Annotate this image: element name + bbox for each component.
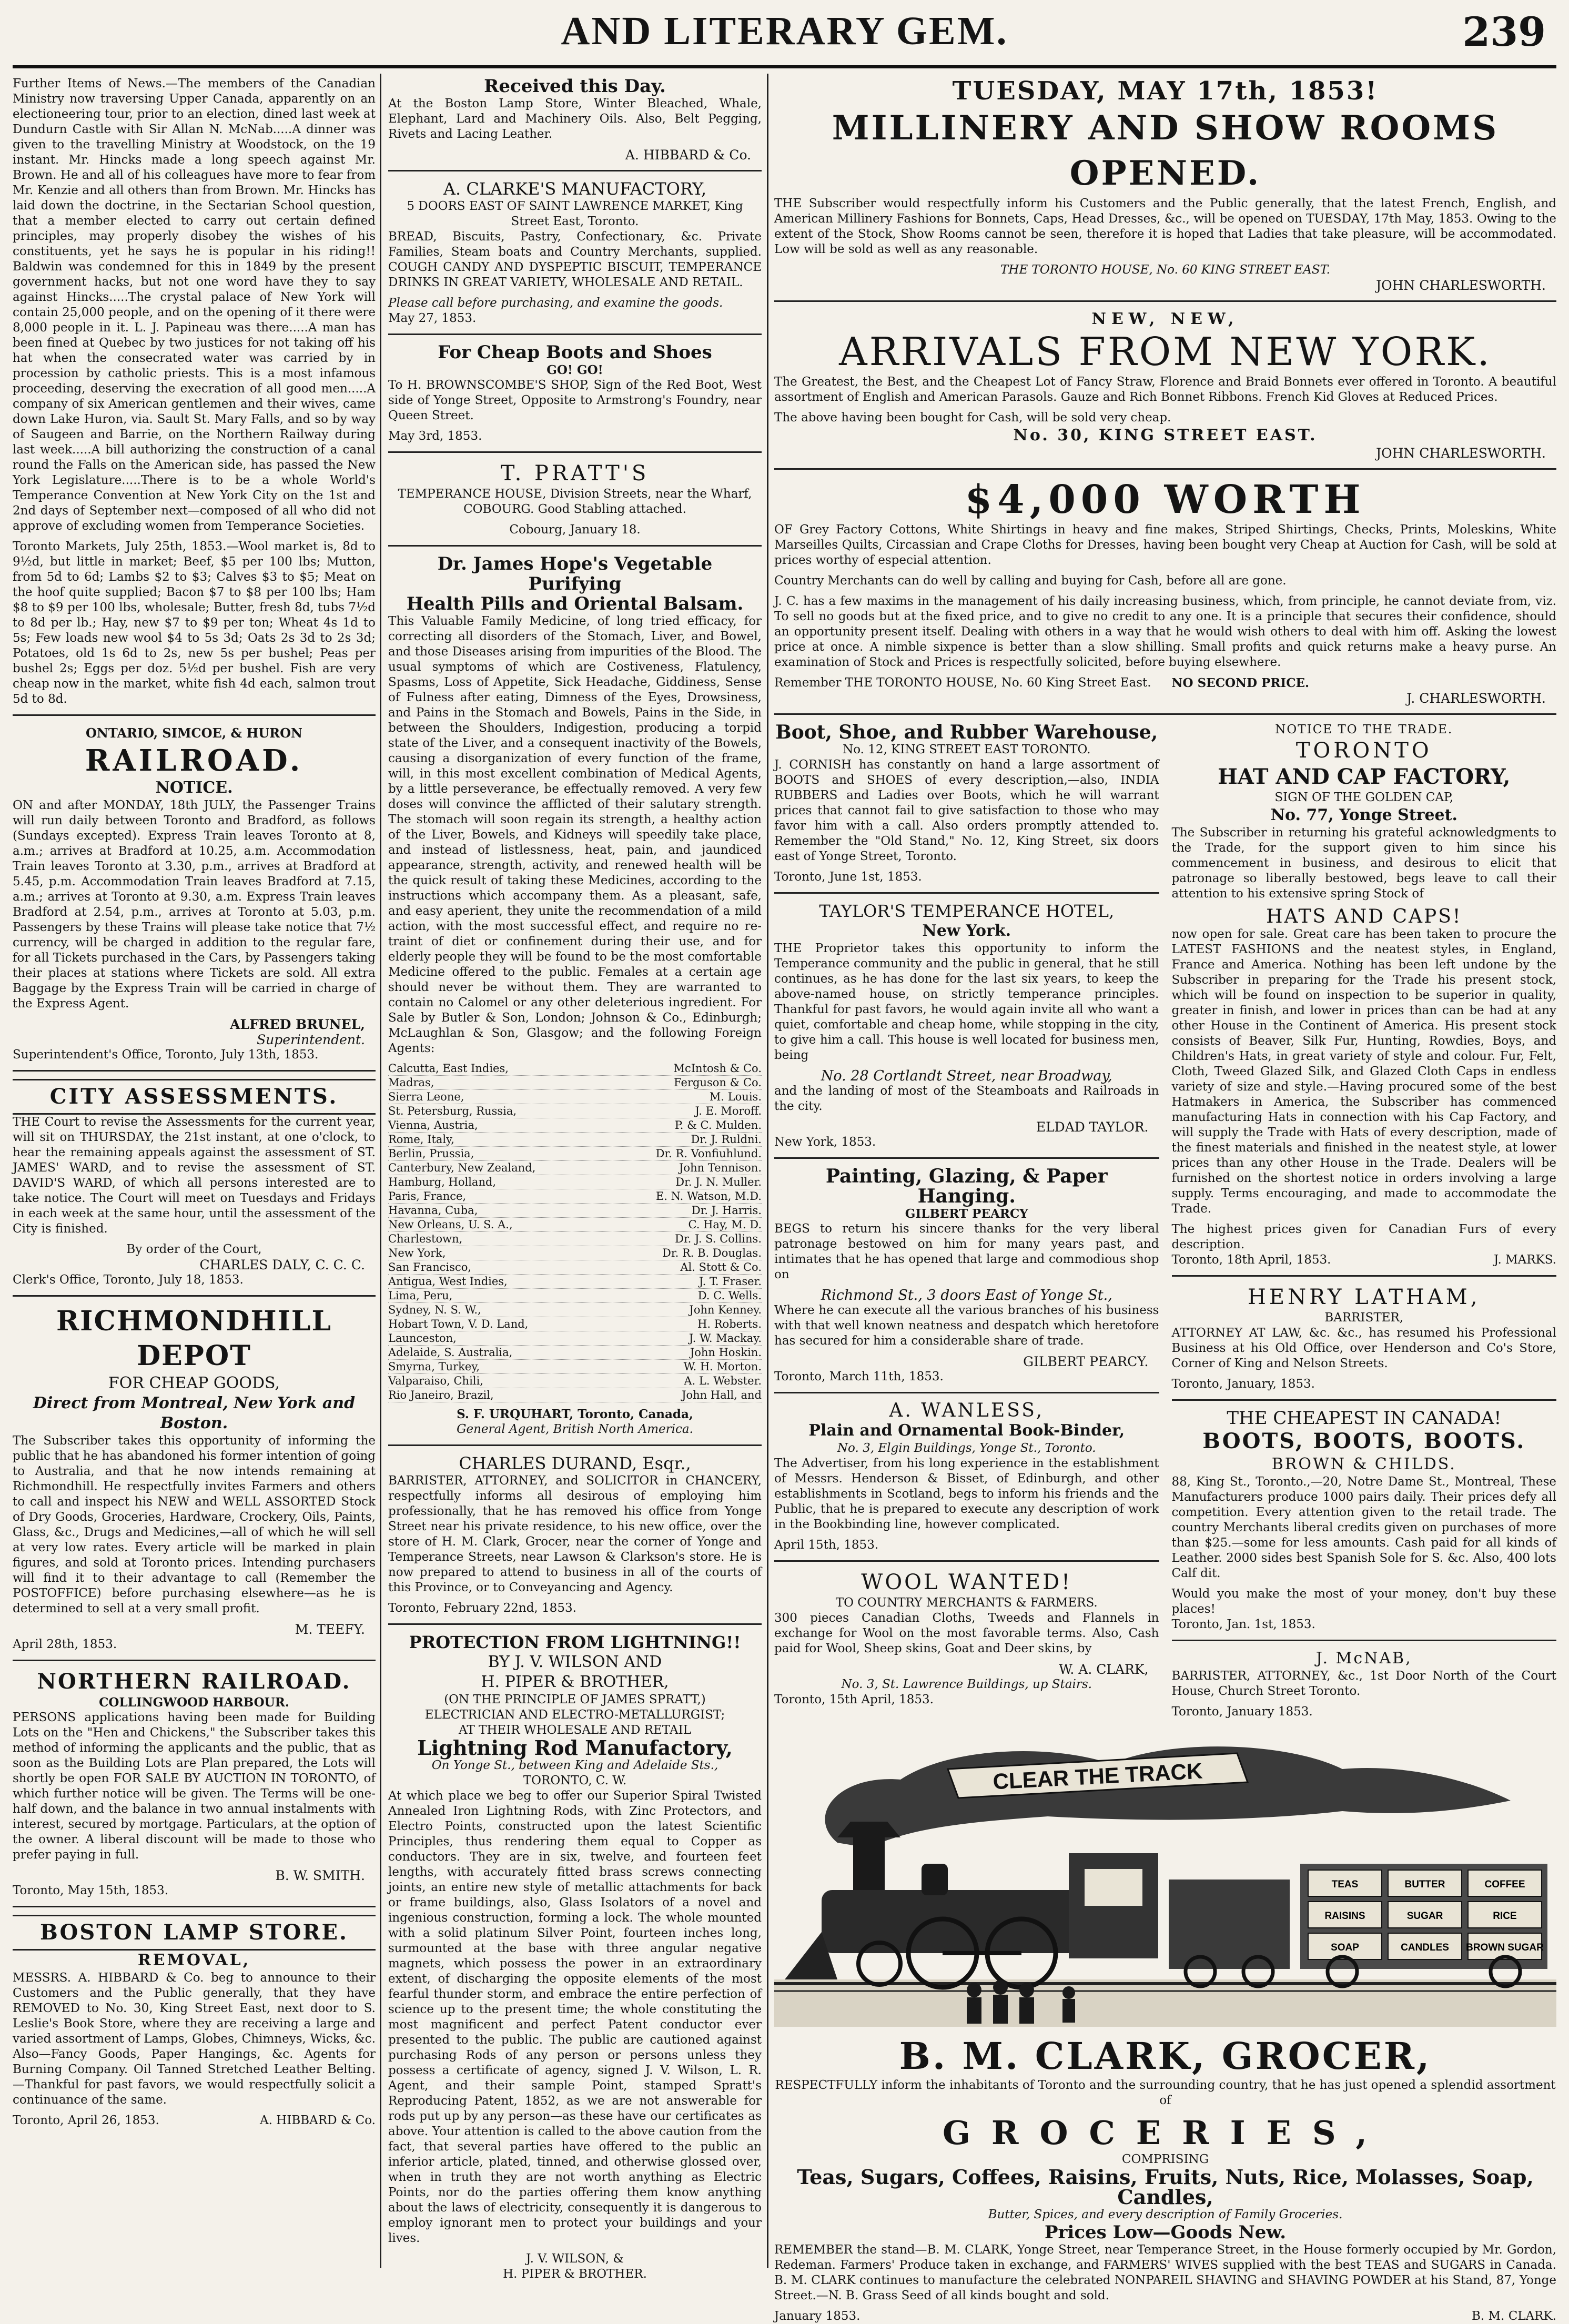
durand-date: Toronto, February 22nd, 1853. xyxy=(388,1601,576,1615)
hope-signature-2: General Agent, British North America. xyxy=(457,1422,693,1436)
agent-row xyxy=(388,1204,762,1218)
taylor-signature: ELDAD TAYLOR. xyxy=(1036,1119,1149,1135)
taylor-sub: New York. xyxy=(922,922,1011,940)
paint-body: BEGS to return his sincere thanks for the very liberal patronage bestowed on him for many years past, and intimates that he has opened that large and commodious shop on xyxy=(774,1222,1159,1281)
railroad-office: Superintendent's Office, Toronto, July 13th, 1853. xyxy=(13,1048,319,1062)
pratt-date: Cobourg, January 18. xyxy=(509,523,641,537)
paint-body-2: Where he can execute all the various branches of his business with that well known neatness and despatch which heretofore has secured for him a considerable share of trade. xyxy=(774,1304,1159,1348)
paint-address: Richmond St., 3 doors East of Yonge St., xyxy=(821,1287,1112,1304)
crate-label: RAISINS xyxy=(1324,1911,1365,1922)
agent-row xyxy=(388,1118,762,1133)
wanless-sub: Plain and Ornamental Book-Binder, xyxy=(808,1421,1125,1440)
agent-place: New York, xyxy=(388,1247,446,1259)
boot-address: No. 12, KING STREET EAST TORONTO. xyxy=(843,743,1091,756)
clark-date: January 1853. xyxy=(774,2309,861,2323)
lightning-location: On Yonge St., between King and Adelaide Sts., xyxy=(431,1759,718,1772)
agent-name: John Hoskin. xyxy=(690,1346,762,1359)
taylor-date: New York, 1853. xyxy=(774,1135,876,1149)
railroad-header: ONTARIO, SIMCOE, & HURON xyxy=(86,725,302,741)
agent-name: J. T. Fraser. xyxy=(699,1275,762,1288)
richmondhill-sub2: Direct from Montreal, New York and Boston. xyxy=(33,1394,356,1432)
agent-row xyxy=(388,1346,762,1360)
agent-place: Launceston, xyxy=(388,1332,457,1345)
clarke-address: 5 DOORS EAST OF SAINT LAWRENCE MARKET, King Street East, Toronto. xyxy=(407,199,743,228)
boots-title: For Cheap Boots and Shoes xyxy=(438,342,712,363)
wool-signature: W. A. CLARK, xyxy=(1059,1662,1149,1677)
agent-row xyxy=(388,1331,762,1346)
divider xyxy=(774,892,1159,894)
col3-split xyxy=(774,722,1556,1725)
richmondhill-body: The Subscriber takes this opportunity of informing the public that he has abandoned his former intention of going to Australia, and that he now intends remaining at Richmondhill. He respectfully invites Farmers and others to call and inspect his NEW and WELL ASSORTED Stock of Dry Goods, Groceries, Hardware, Crockery, Oils, Paints, Glass, &c., Drugs and Medicines,—all of which he will sell at very low rates. Every article will be marked in plain figures, and sold at Toronto prices. Intending purchasers will find it to their advantage to call (Remember the POSTOFFICE) before purchasing elsewhere—as he is determined to sell at a very small profit. xyxy=(13,1434,376,1615)
agent-row xyxy=(388,1388,762,1402)
latham-sub: BARRISTER, xyxy=(1324,1311,1404,1325)
agent-name: E. N. Watson, M.D. xyxy=(655,1190,762,1203)
railroad-body: ON and after MONDAY, 18th JULY, the Passenger Trains will run daily between Toronto and Bradford, as follows (Sundays excepted). Express Train leaves Toronto at 8, a.m.; arrives at Bradford at 10.25, a.m. Accommodation Train leaves Toronto at 3.30, p.m., arrives at Bradford at 5.45, p.m. Accommodation Train leaves Bradford at 7.15, a.m.; arrives at Toronto at 9.30, a.m. Express Train leaves Bradford at 2.54, p.m., arrives at Toronto at 5.03, p.m. Passengers by these Trains will please take notice that 7½ currency, will be charged in addition to the regular fare, for all Tickets purchased in the Cars, by Passengers taking their places at stations where Tickets are sold. All extra Baggage by the Express Train will be carried in charge of the Express Agent. xyxy=(13,799,376,1011)
wanless-date: April 15th, 1853. xyxy=(774,1538,879,1552)
agent-name: Dr. R. B. Douglas. xyxy=(662,1247,762,1259)
crate xyxy=(1388,1870,1462,1896)
agent-row xyxy=(388,1303,762,1317)
agent-row xyxy=(388,1090,762,1104)
col3-left xyxy=(774,722,1159,1725)
crate xyxy=(1388,1933,1462,1959)
clark-items-2: Butter, Spices, and every description of Family Groceries. xyxy=(988,2208,1343,2221)
arrivals-address: No. 30, KING STREET EAST. xyxy=(1013,426,1318,444)
taylor-body: THE Proprietor takes this opportunity to inform the Temperance community and the public in general, that he still continues, as he has done for the last six years, to keep the above-named house, on strictly temperance principles. Thankful for past favors, he would again invite all who want a quiet, comfortable and cheap home, while stopping in the city, to give him a call. This house is well located for business men, being xyxy=(774,942,1159,1062)
divider xyxy=(388,451,762,453)
city-office: Clerk's Office, Toronto, July 18, 1853. xyxy=(13,1273,244,1287)
lightning-at: AT THEIR WHOLESALE AND RETAIL xyxy=(459,1723,691,1737)
richmondhill-date: April 28th, 1853. xyxy=(13,1638,117,1651)
richmondhill-sub: FOR CHEAP GOODS, xyxy=(108,1374,280,1392)
crate xyxy=(1468,1902,1542,1928)
divider xyxy=(13,714,376,716)
divider xyxy=(13,1660,376,1661)
lightning-title: PROTECTION FROM LIGHTNING!! xyxy=(409,1632,741,1652)
agent-name: J. E. Moroff. xyxy=(695,1105,762,1117)
crate-label: BUTTER xyxy=(1404,1879,1445,1890)
boot-body: J. CORNISH has constantly on hand a large assortment of BOOTS and SHOES of every description,—also, INDIA RUBBERS and Ladies over Boots, which he will warrant prices that cannot fail to give satisfaction to those who may favor him with a call. Also orders promptly attended to. Remember the "Old Stand," No. 12, King Street, six doors east of Yonge Street, Toronto. xyxy=(774,758,1159,863)
clarke-body: BREAD, Biscuits, Pastry, Confectionary, &c. Private Families, Steam boats and Country Merchants, supplied. COUGH CANDY AND DYSPEPTIC BISCUIT, TEMPERANCE DRINKS IN GREAT VARIETY, WHOLESALE AND RETAIL. xyxy=(388,230,762,289)
lightning-sub: ELECTRICIAN AND ELECTRO-METALLURGIST; xyxy=(424,1708,725,1722)
agent-name: W. H. Morton. xyxy=(683,1360,762,1373)
received-title: Received this Day. xyxy=(484,76,666,97)
agent-place: Havanna, Cuba, xyxy=(388,1204,478,1217)
agent-place: Paris, France, xyxy=(388,1190,467,1203)
hope-body: This Valuable Family Medicine, of long tried efficacy, for correcting all disorders of the Stomach, Liver, and Bowel, and those Diseases arising from impurities of the Blood. The usual symptoms of which are Costiveness, Flatulency, Spasms, Loss of Appetite, Sick Headache, Giddiness, Sense of Fulness after eating, Dimness of the Eyes, Drowsiness, and Pains in the Stomach and Bowels, Pains in the Side, in between the Shoulders, Indigestion, producing a torpid state of the Liver, and a consequent inactivity of the Bowels, causing a disorganization of every function of the frame, will, in this most excellent combination of Medical Agents, by a little perseverance, be effectually removed. A very few doses will convince the afflicted of their salutary strength. The stomach will soon regain its strength, a healthy action of the Liver, Bowels, and Kidneys will speedily take place, and instead of listlessness, heat, pain, and jaundiced appearance, strength, activity, and renewed health will be the quick result of taking these Medicines, according to the instructions which accompany them. As a pleasant, safe, and easy aperient, they unite the recommendation of a mild action, with the most successful effect, and require no re-traint of diet or confinement during their use, and for elderly people they will be found to be the most comfortable Medicine offered to the public. Females at a certain age should never be without them. They are warranted to contain no Calomel or any other deleterious ingredient. For Sale by Butler & Son, London; Johnson & Co., Edinburgh; McLaughlan & Son, Glasgow; and the following Foreign Agents: xyxy=(388,614,762,1055)
agent-name: Dr. J. S. Collins. xyxy=(675,1232,762,1245)
agent-row xyxy=(388,1147,762,1161)
agent-place: Antigua, West Indies, xyxy=(388,1275,508,1288)
hat-city: TORONTO xyxy=(1295,739,1432,763)
crate-label: COFFEE xyxy=(1484,1879,1525,1890)
boots-sub: GO! GO! xyxy=(546,363,603,377)
agent-row xyxy=(388,1374,762,1388)
groceries-title: GROCERIES, xyxy=(942,2114,1389,2152)
divider xyxy=(388,170,762,171)
pratt-title: T. PRATT'S xyxy=(500,461,650,486)
divider xyxy=(388,334,762,335)
worth-note: Country Merchants can do well by calling and buying for Cash, before all are gone. xyxy=(774,574,1287,588)
agent-name: Al. Stott & Co. xyxy=(680,1261,762,1274)
agent-place: Rome, Italy, xyxy=(388,1133,454,1146)
col3-right xyxy=(1172,722,1557,1725)
crate xyxy=(1308,1902,1382,1928)
agent-name: Dr. J. N. Muller. xyxy=(675,1176,762,1188)
masthead-title: AND LITERARY GEM. xyxy=(561,9,1008,53)
received-body: At the Boston Lamp Store, Winter Bleached, Whale, Elephant, Lard and Machinery Oils. Also, Belt Pegging, Rivets and Lacing Leather. xyxy=(388,97,762,141)
clark-body: REMEMBER the stand—B. M. CLARK, Yonge Street, near Temperance Street, in the House formerly occupied by Mr. Gordon, Redeman. Farmers' Produce taken in exchange, and FARMERS' WIVES supplied with the best TEAS and SUGARS in Canada. B. M. CLARK continues to manufacture the celebrated NONPAREIL SHAVING and SHAVING POWDER at his Stand, 87, Yonge Street.—N. B. Grass Seed of all kinds bought and sold. xyxy=(774,2243,1556,2302)
latham-body: ATTORNEY AT LAW, &c. &c., has resumed his Professional Business at his Old Office, over Henderson and Co's Store, Corner of King and Nelson Streets. xyxy=(1171,1326,1556,1370)
crate-label: SOAP xyxy=(1331,1942,1359,1953)
news-items: Further Items of News.—The members of the Canadian Ministry now traversing Upper Canada, apparently on an electioneering tour, prior to an election, dined last week at Dundurn Castle with Sir Allan N. McNab.....A dinner was given to the travelling Ministry at Woodstock, on the 19 instant. Mr. Hincks made a long speech against Mr. Brown. He and all of his colleagues have more to fear from Mr. Kenzie and all others than from Brown. Mr. Hincks has laid down the doctrine, in the Sectarian School question, that a member elected to carry out certain defined principles, may properly disobey the wishes of his constituents, yet he says he is popular in his riding!! Baldwin was condemned for this in 1849 by the present government hacks, but not one word have they to say against Hincks.....The crystal palace of New York will contain 25,000 people, and on the opening of it there were 8,000 people in it. L. J. Papineau was there.....A man has been fined at Quebec by two justices for not taking off his hat when the consecrated water was carried by in procession by catholic priests. This is a most infamous proceeding, deserving the execration of all good men.....A company of six American gentlemen and their wives, came down Lake Huron, via. Sault St. Mary Falls, and so by way of Saugeen and Barrie, on the Northern Railway during last week.....A bill authorizing the construction of a canal round the Falls on the American side, has passed the New York Legislature.....There is to be a whole World's Temperance Convention at New York City on the 1st and 2nd days of September next—composed of all who did not approve of excluding women from Temperance Societies. xyxy=(13,77,376,533)
agent-name: Dr. J. Harris. xyxy=(691,1204,762,1217)
crate xyxy=(1308,1870,1382,1896)
lightning-signature-2: H. PIPER & BROTHER. xyxy=(503,2267,647,2281)
agent-place: Berlin, Prussia, xyxy=(388,1147,474,1160)
brown-childs-body: 88, King St., Toronto.,—20, Notre Dame St., Montreal, These Manufacturers produce 1000 pairs daily. Their prices defy all competition. Every attention given to the retail trade. The country Merchants liberal credits given on purchases of more than $25.—some for less amounts. Cash paid for all kinds of Leather. 2000 sides best Spanish Sole for S. &c. Also, 400 lots Calf dit. xyxy=(1171,1475,1556,1580)
latham-date: Toronto, January, 1853. xyxy=(1171,1377,1315,1391)
brown-childs-title: BROWN & CHILDS. xyxy=(1271,1455,1456,1473)
clark-signature: B. M. CLARK. xyxy=(1472,2309,1556,2323)
lightning-by: BY J. V. WILSON AND xyxy=(488,1653,662,1671)
agent-row xyxy=(388,1104,762,1118)
boston-lamp-sub: REMOVAL, xyxy=(137,1951,251,1969)
arrivals-title: ARRIVALS FROM NEW YORK. xyxy=(839,329,1492,375)
millinery-address: THE TORONTO HOUSE, No. 60 KING STREET EAST. xyxy=(1000,263,1330,277)
masthead xyxy=(13,5,1556,68)
crate-label: TEAS xyxy=(1331,1879,1359,1890)
agent-place: New Orleans, U. S. A., xyxy=(388,1218,513,1231)
received-signature: A. HIBBARD & Co. xyxy=(625,147,751,163)
taylor-address: No. 28 Cortlandt Street, near Broadway, xyxy=(821,1068,1112,1084)
wool-sub: TO COUNTRY MERCHANTS & FARMERS. xyxy=(835,1596,1098,1610)
foreign-agents-list xyxy=(388,1062,762,1402)
arrivals-signature: JOHN CHARLESWORTH. xyxy=(1376,446,1546,461)
paint-signature: GILBERT PEARCY. xyxy=(1023,1354,1149,1369)
agent-name: Dr. J. Ruldni. xyxy=(691,1133,762,1146)
brown-childs-note: Would you make the most of your money, don't buy these places! xyxy=(1171,1587,1556,1616)
agent-place: Calcutta, East Indies, xyxy=(388,1062,509,1075)
clarke-date: May 27, 1853. xyxy=(388,311,477,325)
column-3 xyxy=(774,76,1556,2323)
wool-address: No. 3, St. Lawrence Buildings, up Stairs. xyxy=(841,1678,1092,1691)
agent-place: Canterbury, New Zealand, xyxy=(388,1161,536,1174)
clark-footer xyxy=(774,2309,1556,2324)
agent-row xyxy=(388,1289,762,1303)
paint-date: Toronto, March 11th, 1853. xyxy=(774,1370,944,1383)
arrivals-body: The Greatest, the Best, and the Cheapest Lot of Fancy Straw, Florence and Braid Bonnets ever offered in Toronto. A beautiful assortment of English and American Parasols. Gauze and Rich Bonnet Ribbons. French Kid Gloves at Reduced Prices. xyxy=(774,375,1556,404)
agent-place: Smyrna, Turkey, xyxy=(388,1360,480,1373)
column-rule xyxy=(767,74,768,2268)
crate xyxy=(1388,1902,1462,1928)
agent-name: John Kenney. xyxy=(689,1304,762,1316)
wool-date: Toronto, 15th April, 1853. xyxy=(774,1693,934,1706)
boots-boots-title: BOOTS, BOOTS, BOOTS. xyxy=(1202,1429,1526,1453)
richmondhill-title: RICHMONDHILL DEPOT xyxy=(56,1305,332,1372)
crate-label: CANDLES xyxy=(1401,1942,1449,1953)
new-banner: NEW, NEW, xyxy=(1091,310,1239,328)
agent-row xyxy=(388,1260,762,1275)
hat-date: Toronto, 18th April, 1853. xyxy=(1171,1253,1331,1267)
agent-row xyxy=(388,1189,762,1204)
agent-row xyxy=(388,1246,762,1260)
train-banner: CLEAR THE TRACK xyxy=(992,1758,1203,1794)
pratt-body: TEMPERANCE HOUSE, Division Streets, near the Wharf, COBOURG. Good Stabling attached. xyxy=(398,487,752,516)
agent-name: A. L. Webster. xyxy=(684,1375,762,1387)
railroad-title: RAILROAD. xyxy=(85,743,303,778)
boot-title: Boot, Shoe, and Rubber Warehouse, xyxy=(775,721,1158,743)
crate-label: BROWN SUGAR xyxy=(1466,1942,1544,1953)
agent-name: M. Louis. xyxy=(709,1090,762,1103)
crate-label: RICE xyxy=(1493,1911,1517,1922)
divider xyxy=(774,713,1556,715)
city-signature: CHARLES DALY, C. C. C. xyxy=(199,1257,365,1272)
mcnab-body: BARRISTER, ATTORNEY, &c., 1st Door North of the Court House, Church Street Toronto. xyxy=(1171,1669,1556,1698)
mcnab-title: J. McNAB, xyxy=(1315,1649,1412,1668)
column-1 xyxy=(13,76,376,2263)
northern-railroad-title: NORTHERN RAILROAD. xyxy=(37,1669,351,1694)
hope-signature: S. F. URQUHART, Toronto, Canada, xyxy=(457,1407,693,1421)
crate-label: SUGAR xyxy=(1406,1911,1443,1922)
hope-title: Dr. James Hope's Vegetable Purifying xyxy=(437,553,713,594)
worth-title: $4,000 WORTH xyxy=(965,477,1366,522)
hat-footer xyxy=(1172,1252,1557,1268)
date-line: TUESDAY, MAY 17th, 1853! xyxy=(952,76,1379,106)
hat-body: The Subscriber in returning his grateful acknowledgments to the Trade, for the support given to him since his commencement in business, and desirous to elicit that patronage so liberally bestowed, begs leave to call their attention to his extensive spring Stock of xyxy=(1171,826,1556,901)
clarke-title: A. CLARKE'S MANUFACTORY, xyxy=(443,179,707,199)
agent-name: John Tennison. xyxy=(679,1161,762,1174)
agent-row xyxy=(388,1133,762,1147)
agent-name: John Hall, and xyxy=(682,1389,762,1401)
boot-date: Toronto, June 1st, 1853. xyxy=(774,870,922,884)
divider xyxy=(774,1157,1159,1159)
agent-place: Sierra Leone, xyxy=(388,1090,464,1103)
boston-lamp-footer xyxy=(13,2113,376,2128)
agent-place: Adelaide, S. Australia, xyxy=(388,1346,513,1359)
boston-lamp-title: BOSTON LAMP STORE. xyxy=(13,1915,376,1951)
clark-intro: RESPECTFULLY inform the inhabitants of Toronto and the surrounding country, that he has just opened a splendid assortment of xyxy=(775,2078,1556,2107)
divider xyxy=(388,1623,762,1625)
brown-childs-date: Toronto, Jan. 1st, 1853. xyxy=(1171,1618,1315,1631)
agent-place: San Francisco, xyxy=(388,1261,472,1274)
agent-name: H. Roberts. xyxy=(697,1318,762,1330)
divider xyxy=(774,468,1556,470)
city-assessments-title: CITY ASSESSMENTS. xyxy=(13,1079,376,1115)
paint-name: GILBERT PEARCY xyxy=(905,1207,1028,1221)
hat-body-2: now open for sale. Great care has been taken to procure the LATEST FASHIONS and the neatest styles, in England, France and America. Nothing has been left undone by the Subscriber in preparing for the Trade his present stock, which will be found on inspection to be superior in quality, greater in finish, and lower in prices than can be had at any other House in the Continent of America. His present stock consists of Beaver, Silk Fur, Hunting, Rowdies, Boys, and Children's Hats, in great variety of style and colour. Fur, Felt, Cloth, Tweed Glazed Silk, and Glazed Cloth Caps in endless variety of size and style.—Having procured some of the best Hatmakers in America, the Subscriber has commenced manufacturing Hats in connection with his Cap Factory, and will supply the Trade with Hats of every description, made of the finest materials and finished in the neatest style, at lower prices than any other House in the Trade. Dealers will be furnished on the shortest notice in orders involving a large supply. Terms encouraging, and made to accommodate the Trade. xyxy=(1171,927,1556,1216)
durand-title: CHARLES DURAND, Esqr., xyxy=(459,1453,691,1473)
lightning-signature: J. V. WILSON, & xyxy=(526,2252,624,2266)
lightning-city: TORONTO, C. W. xyxy=(523,1774,627,1787)
agent-row xyxy=(388,1275,762,1289)
hope-title-2: Health Pills and Oriental Balsam. xyxy=(406,593,744,614)
agent-place: Valparaiso, Chili, xyxy=(388,1375,483,1387)
agent-place: Vienna, Austria, xyxy=(388,1119,478,1131)
railroad-notice: NOTICE. xyxy=(155,779,233,797)
clark-title: B. M. CLARK, GROCER, xyxy=(899,2034,1432,2078)
taylor-body-2: and the landing of most of the Steamboats and Railroads in the city. xyxy=(774,1084,1159,1113)
agent-place: Lima, Peru, xyxy=(388,1289,453,1302)
northern-railroad-date: Toronto, May 15th, 1853. xyxy=(13,1884,169,1897)
lightning-manufactory: Lightning Rod Manufactory, xyxy=(417,1736,733,1760)
toronto-markets: Toronto Markets, July 25th, 1853.—Wool market is, 8d to 9½d, but little in market; Beef, $5 per 100 lbs; Mutton, from 5d to 6d; Lambs $2 to $3; Calves $3 to $5; Meat on the hoof quite supplied; Bacon $7 to $8 per 100 lbs; Ham $8 to $9 per 100 lbs, wholesale; Butter, fresh 8d, tubs 7½d to 8d per lb.; Hay, new $7 to $9 per ton; Wheat 4s 1d to 5s; Few loads new wool $4 to 5s 3d; Oats 2s 3d to 2s 3d; Potatoes, old 1s 6d to 2s, new 5s per bushel; Peas per bushel 2s; Eggs per doz. 5½d per bushel. Fish are very cheap now in the market, white fish 4d each, salmon trout 5d to 8d. xyxy=(13,540,376,706)
agent-name: McIntosh & Co. xyxy=(673,1062,762,1075)
agent-row xyxy=(388,1076,762,1090)
lightning-by-2: H. PIPER & BROTHER, xyxy=(481,1673,669,1691)
millinery-body: THE Subscriber would respectfully inform his Customers and the Public generally, that the latest French, English, and American Millinery Fashions for Bonnets, Caps, Head Dresses, &c., will be opened on TUESDAY, 17th May, 1853. Owing to the extent of the Stock, Show Rooms cannot be seen, therefore it is hoped that Ladies that take pleasure, will be accommodated. Low will be sold as well as any reasonable. xyxy=(774,197,1556,256)
divider xyxy=(388,545,762,547)
boston-lamp-signature: A. HIBBARD & Co. xyxy=(260,2114,376,2127)
divider xyxy=(774,1560,1159,1562)
cheapest-title: THE CHEAPEST IN CANADA! xyxy=(1227,1408,1502,1429)
agent-row xyxy=(388,1218,762,1232)
millinery-title: MILLINERY AND SHOW ROOMS OPENED. xyxy=(832,108,1499,193)
crate xyxy=(1468,1870,1542,1896)
wool-body: 300 pieces Canadian Cloths, Tweeds and Flannels in exchange for Wool on the most favorable terms. Also, Cash paid for Wool, Sheep skins, Goat and Deer skins, by xyxy=(774,1611,1159,1655)
clark-comprising: COMPRISING xyxy=(1121,2153,1209,2166)
agent-place: Rio Janeiro, Brazil, xyxy=(388,1389,494,1401)
worth-remember: Remember THE TORONTO HOUSE, No. 60 King Street East. xyxy=(774,676,1151,690)
divider xyxy=(774,1392,1159,1393)
agent-place: Sydney, N. S. W., xyxy=(388,1304,481,1316)
worth-body: OF Grey Factory Cottons, White Shirtings in heavy and fine makes, Striped Shirtings, Checks, Prints, Moleskins, White Marseilles Quilts, Circassian and Crape Cloths for Dresses, having been bought very Cheap at Auction for Cash, will be sold at prices worthy of especial attention. xyxy=(774,523,1556,567)
agent-place: St. Petersburg, Russia, xyxy=(388,1105,517,1117)
wanless-title: A. WANLESS, xyxy=(889,1400,1045,1421)
mcnab-date: Toronto, January 1853. xyxy=(1171,1705,1313,1719)
boots-body: To H. BROWNSCOMBE'S SHOP, Sign of the Red Boot, West side of Yonge Street, Opposite to Armstrong's Foundry, near Queen Street. xyxy=(388,378,762,422)
northern-railroad-signature: B. W. SMITH. xyxy=(275,1868,365,1883)
page-number: 239 xyxy=(1462,8,1546,55)
agent-name: D. C. Wells. xyxy=(697,1289,762,1302)
millinery-signature: JOHN CHARLESWORTH. xyxy=(1376,278,1546,293)
clark-prices: Prices Low—Goods New. xyxy=(1044,2222,1287,2243)
column-rule xyxy=(380,74,381,2268)
boots-date: May 3rd, 1853. xyxy=(388,429,482,443)
divider xyxy=(13,1070,376,1072)
agent-place: Charlestown, xyxy=(388,1232,463,1245)
railroad-signature-title: Superintendent. xyxy=(257,1032,365,1047)
taylor-title: TAYLOR'S TEMPERANCE HOTEL, xyxy=(819,901,1115,921)
agent-name: J. W. Mackay. xyxy=(689,1332,762,1345)
agent-place: Hamburg, Holland, xyxy=(388,1176,497,1188)
agent-row xyxy=(388,1062,762,1076)
hat-address: No. 77, Yonge Street. xyxy=(1270,806,1457,824)
wool-title: WOOL WANTED! xyxy=(861,1570,1072,1594)
agent-place: Madras, xyxy=(388,1076,434,1089)
divider xyxy=(774,300,1556,302)
railroad-signature: ALFRED BRUNEL, xyxy=(230,1017,365,1032)
hat-sign: SIGN OF THE GOLDEN CAP, xyxy=(1274,791,1454,804)
wanless-address: No. 3, Elgin Buildings, Yonge St., Toronto. xyxy=(837,1441,1096,1455)
divider xyxy=(1172,1399,1557,1401)
northern-railroad-body: PERSONS applications having been made for Building Lots on the "Hen and Chickens," the Subscriber takes this method of informing the applicants and the public, that as soon as the Building Lots are Plan prepared, the Lots will shortly be open FOR SALE BY AUCTION IN TORONTO, of which further notice will be given. The Terms will be one-half down, and the balance in two annual instalments with interest, secured by mortgage. Particulars, at the option of the owner. A liberal discount will be made to those who prefer paying in full. xyxy=(13,1711,376,1862)
arrivals-note: The above having been bought for Cash, will be sold very cheap. xyxy=(774,411,1171,425)
crate-stack xyxy=(1308,1870,1544,1959)
northern-railroad-sub: COLLINGWOOD HARBOUR. xyxy=(99,1695,289,1710)
agent-name: C. Hay, M. D. xyxy=(688,1218,762,1231)
paint-title: Painting, Glazing, & Paper Hanging. xyxy=(825,1165,1108,1207)
locomotive-illustration xyxy=(774,1732,1556,2027)
richmondhill-signature: M. TEEFY. xyxy=(295,1622,365,1637)
wanless-body: The Advertiser, from his long experience in the establishment of Messrs. Henderson & Bisset, of Edinburgh, and other establishments in Scotland, begs to inform his friends and the Public, that he is prepared to execute any description of work in the Bookbinding line, however complicated. xyxy=(774,1457,1159,1531)
agent-row xyxy=(388,1175,762,1189)
boston-lamp-body: MESSRS. A. HIBBARD & Co. beg to announce to their Customers and the Public generally, that they have REMOVED to No. 30, King Street East, next door to S. Leslie's Book Store, where they are receiving a large and varied assortment of Lamps, Globes, Chimneys, Wicks, &c. Also—Fancy Goods, Paper Hangings, &c. Agents for Burning Company. Oil Tanned Stretched Leather Belting.—Thankful for past favors, we would respectfully solicit a continuance of the same. xyxy=(13,1971,376,2107)
agent-name: Ferguson & Co. xyxy=(674,1076,762,1089)
durand-body: BARRISTER, ATTORNEY, and SOLICITOR in CHANCERY, respectfully informs all desirous of employing him professionally, that he has removed his office from Yonge Street near his private residence, to his new office, over the store of H. M. Clark, Grocer, near the corner of Yonge and Temperance Streets, near Lawson & Clarkson's store. He is now prepared to attend to business in all of the courts of this Province, or to Conveyancing and Agency. xyxy=(388,1474,762,1594)
latham-title: HENRY LATHAM, xyxy=(1248,1285,1481,1309)
worth-signature: J. CHARLESWORTH. xyxy=(1406,691,1546,706)
agent-place: Hobart Town, V. D. Land, xyxy=(388,1318,529,1330)
boston-lamp-date: Toronto, April 26, 1853. xyxy=(13,2114,159,2127)
agent-name: P. & C. Mulden. xyxy=(674,1119,762,1131)
agent-row xyxy=(388,1317,762,1331)
city-order: By order of the Court, xyxy=(126,1242,262,1256)
worth-maxims: J. C. has a few maxims in the management of his daily increasing business, which, from principle, he cannot deviate from, viz. To sell no goods but at the fixed price, and to give no credit to any one. It is a principle that secures their confidence, should an opportunity present itself. Dealing with others in a way that he would wish others to deal with him off. Asking the lowest price at once. A nimble sixpence is better than a slow shilling. Small profits and quick returns make a heavy purse. An examination of Stock and Prices is respectfully solicited, before buying elsewhere. xyxy=(774,594,1556,669)
notice-trade: NOTICE TO THE TRADE. xyxy=(1275,723,1453,736)
clarke-note: Please call before purchasing, and examine the goods. xyxy=(388,296,723,310)
divider xyxy=(1172,1640,1557,1641)
agent-row xyxy=(388,1161,762,1175)
worth-no-second-price: NO SECOND PRICE. xyxy=(1171,676,1310,690)
worth-footer xyxy=(774,675,1556,691)
divider xyxy=(1172,1275,1557,1277)
hat-title: HAT AND CAP FACTORY, xyxy=(1218,764,1511,789)
city-assessments-body: THE Court to revise the Assessments for the current year, will sit on THURSDAY, the 21st instant, at one o'clock, to hear the remaining appeals against the assessment of ST. JAMES' WARD, and to revise the assessment of ST. DAVID'S WARD, of which all persons interested are to take notice. The Court will meet on Tuesdays and Fridays in each week at the same hour, until the assessment of the City is finished. xyxy=(13,1115,376,1236)
lightning-principle: (ON THE PRINCIPLE OF JAMES SPRATT,) xyxy=(444,1693,706,1706)
clark-items: Teas, Sugars, Coffees, Raisins, Fruits, Nuts, Rice, Molasses, Soap, Candles, xyxy=(797,2165,1534,2209)
agent-row xyxy=(388,1360,762,1374)
hat-signature: J. MARKS. xyxy=(1494,1253,1556,1267)
agent-row xyxy=(388,1232,762,1246)
divider xyxy=(13,1295,376,1297)
column-2 xyxy=(388,76,762,2281)
divider xyxy=(13,1906,376,1907)
hat-hats: HATS AND CAPS! xyxy=(1266,906,1462,927)
divider xyxy=(388,1444,762,1446)
lightning-body: At which place we beg to offer our Superior Spiral Twisted Annealed Iron Lightning Rods, with Zinc Protectors, and Electro Points, constructed upon the latest Scientific Principles, thus rendering them equal to Copper as conductors. They are in six, twelve, and fourteen feet lengths, with accurately fitted brass screws connecting joints, an entire new style of metallic attachments for back or frame buildings, also, Glass Isolators of a novel and ingenious construction, forming a lock. The whole mounted with a solid platinum Silver Point, fourteen inches long, surmounted at the base with three angular negative magnets, which possess the power in an extraordinary extent, of discharging the opposite elements of the most fearful thunder storm, and embrace the entire perfection of science up to the present time; the whole constituting the most magnificent and perfect Patent conductor ever presented to the public. The public are cautioned against purchasing Rods of any person or persons unless they possess a certificate of agency, signed J. V. Wilson, L. R. Agent, and their sample Point, stamped Spratt's Reproducing Patent, 1852, as we are not answerable for rods put up by any person—as these have our certificates as above. Your attention is called to the above caution from the fact, that several parties have offered to the public an inferior article, plated, tinned, and otherwise glossed over, when in truth they are not worth anything as Electric Points, nor do the parties offering them know anything about the laws of electricity, consequently it is dangerous to employ ignorant men to protect your buildings and your lives. xyxy=(388,1789,762,2245)
hat-note: The highest prices given for Canadian Furs of every description. xyxy=(1171,1222,1556,1251)
agent-name: Dr. R. Vonfiuhlund. xyxy=(655,1147,762,1160)
